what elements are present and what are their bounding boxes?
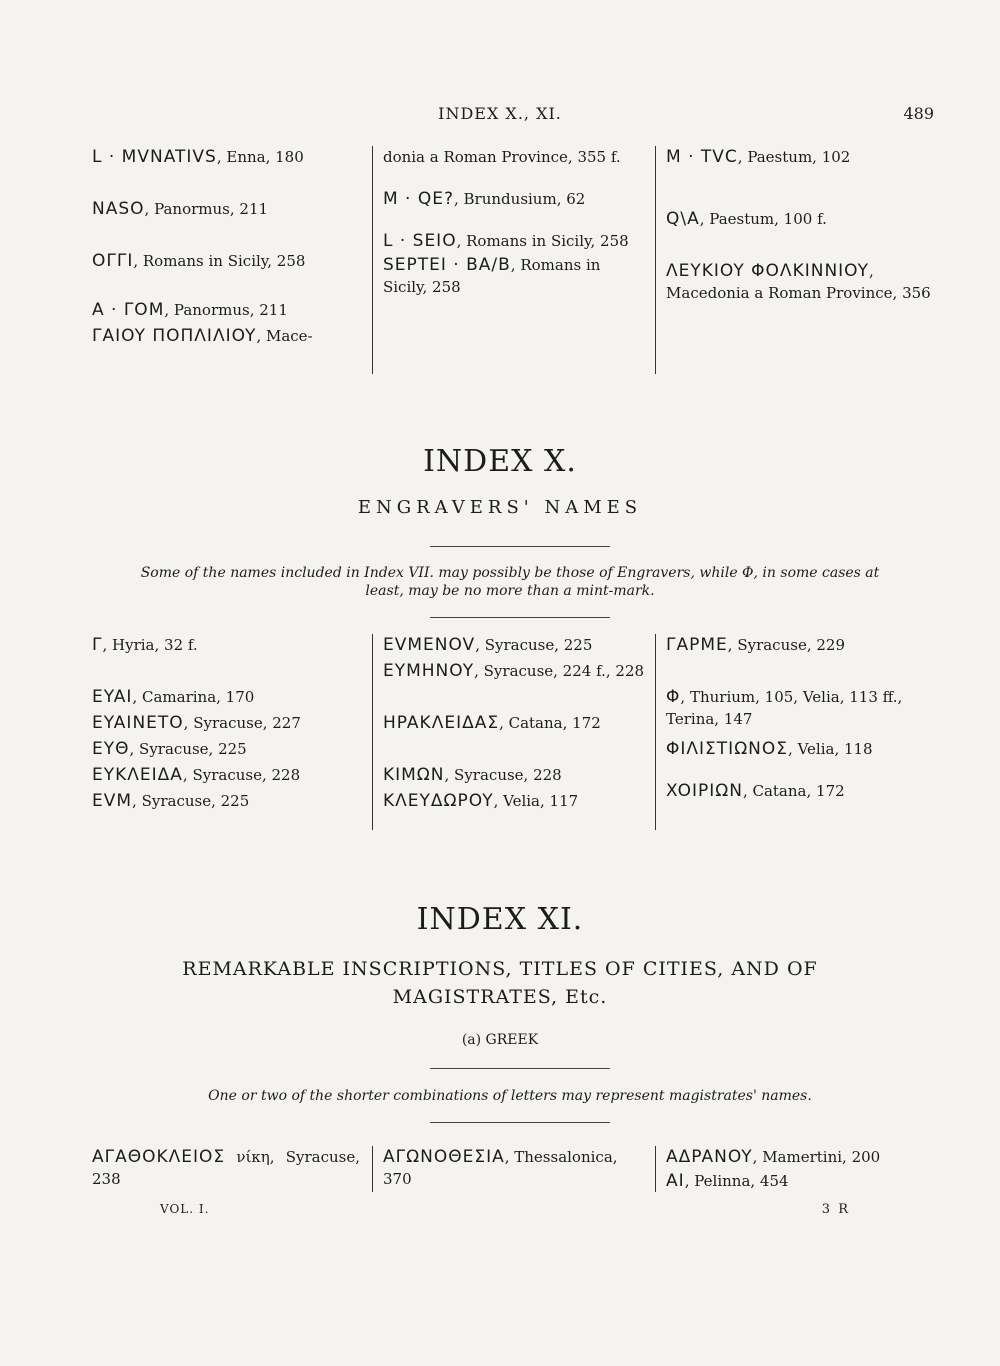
- index-entry: [383, 1146, 649, 1190]
- index-entry: [92, 146, 368, 168]
- entry-inscription: ΓAPME: [666, 635, 728, 655]
- column-3: [655, 146, 940, 374]
- column-2: [372, 1146, 655, 1192]
- index-entry: [383, 634, 649, 656]
- divider-rule: [430, 617, 610, 618]
- index-entry: [666, 146, 940, 168]
- continuation-columns: [92, 146, 940, 374]
- entry-inscription: L · MVNATIVS: [92, 147, 217, 167]
- entry-inscription: M · TVC: [666, 147, 738, 167]
- divider-rule: [430, 1068, 610, 1069]
- entry-reference: , Syracuse, 225: [132, 792, 250, 810]
- entry-reference: , Syracuse, 225: [475, 636, 593, 654]
- index-entry: [383, 188, 649, 210]
- entry-reference: , Hyria, 32 f.: [102, 636, 198, 654]
- entry-reference: , Mamertini, 200: [752, 1148, 881, 1166]
- index-entry: [92, 299, 368, 321]
- entry-inscription: ΦIΛIΣTIΩNOΣ: [666, 739, 789, 759]
- entry-reference: , Paestum, 102: [737, 148, 851, 166]
- signature-mark: 3 R: [821, 1202, 850, 1217]
- entry-reference: , Velia, 118: [788, 740, 873, 758]
- entry-inscription: AΔPANOY: [666, 1147, 753, 1167]
- entry-reference: , Pelinna, 454: [684, 1172, 789, 1190]
- column-2: [372, 634, 655, 830]
- entry-reference: , Catana, 172: [499, 714, 601, 732]
- index-x-note: Some of the names included in Index VII. may possibly be those of Engravers, while Φ, in some cases at least, may be no more than a mint-mark.: [140, 565, 880, 599]
- entry-inscription: M · QE?: [382, 189, 454, 209]
- column-1: [92, 1146, 372, 1192]
- column-2: [372, 146, 655, 374]
- index-entry: [383, 660, 649, 682]
- column-1: [92, 634, 372, 830]
- entry-inscription: EYKΛEIΔA: [92, 765, 183, 785]
- entry-reference: , Thessalonica, 370: [383, 1148, 618, 1188]
- entry-inscription: Q\A: [666, 209, 700, 229]
- index-entry: [383, 146, 649, 168]
- entry-inscription: Γ: [92, 635, 103, 655]
- index-entry: [92, 738, 368, 760]
- index-entry: [383, 764, 649, 786]
- entry-inscription: SEPTEI · BA/B: [382, 255, 511, 275]
- entry-inscription: AΓAΘOKΛEIOΣ: [92, 1147, 226, 1167]
- entry-inscription: A · ΓOM: [92, 300, 165, 320]
- page-number: 489: [903, 104, 934, 123]
- index-x-title: INDEX X.: [423, 444, 577, 479]
- entry-inscription: XOIPIΩN: [666, 781, 743, 801]
- index-entry: [92, 764, 368, 786]
- column-3: [655, 634, 940, 830]
- entry-reference: , Brundusium, 62: [454, 190, 586, 208]
- entry-reference: , Syracuse, 227: [183, 714, 301, 732]
- index-entry: [92, 686, 368, 708]
- index-entry: [666, 738, 940, 760]
- index-xi-title: INDEX XI.: [416, 902, 584, 937]
- index-entry: [666, 1170, 940, 1192]
- entry-inscription: KIMΩN: [382, 765, 445, 785]
- entry-reference: donia a Roman Province, 355 f.: [382, 148, 621, 166]
- entry-reference: , Velia, 117: [493, 792, 579, 810]
- entry-inscription: EYΘ: [92, 739, 130, 759]
- entry-reference: , Syracuse, 225: [129, 740, 247, 758]
- entry-reference: , Camarina, 170: [132, 688, 255, 706]
- index-entry: [666, 208, 940, 230]
- entry-reference: , Panormus, 211: [164, 301, 288, 319]
- divider-rule: [430, 546, 610, 547]
- index-xi-note: One or two of the shorter combinations of letters may represent magistrates' names.: [208, 1088, 812, 1104]
- inscriptions-columns: [92, 1146, 940, 1192]
- index-entry: [92, 1146, 360, 1190]
- entry-reference: , Romans in Sicily, 258: [382, 256, 601, 296]
- entry-inscription: ΛEYKIOY ΦOΛKINNIOY: [666, 261, 870, 281]
- entry-reference: , Syracuse, 228: [182, 766, 301, 784]
- index-xi-subtitle-line-1: REMARKABLE INSCRIPTIONS, TITLES OF CITIES, AND OF: [182, 958, 818, 980]
- column-1: [92, 146, 372, 374]
- entry-inscription: KΛEYΔΩPOY: [382, 791, 494, 811]
- entry-inscription: Φ: [666, 687, 681, 707]
- index-entry: [666, 634, 940, 656]
- column-3: [655, 1146, 940, 1192]
- running-title: INDEX X., XI.: [438, 104, 562, 123]
- index-entry: [383, 712, 649, 734]
- entry-reference: , Syracuse, 224 f., 228: [474, 662, 645, 680]
- engravers-columns: [92, 634, 940, 830]
- entry-inscription: EYMHNOY: [382, 661, 475, 681]
- index-entry: [666, 1146, 940, 1168]
- index-entry: [92, 325, 368, 347]
- index-entry: [383, 230, 649, 252]
- entry-inscription: NASO: [92, 199, 145, 219]
- page-header: [0, 104, 1000, 128]
- entry-reference: , Mace-: [256, 327, 313, 345]
- entry-inscription: EVM: [92, 791, 133, 811]
- index-entry: [92, 634, 368, 656]
- index-entry: [383, 254, 649, 298]
- entry-reference: , Catana, 172: [742, 782, 845, 800]
- index-entry: [92, 250, 368, 272]
- entry-reference: , Romans in Sicily, 258: [456, 232, 629, 250]
- index-entry: [92, 790, 368, 812]
- index-xi-subtitle-line-2: MAGISTRATES, Etc.: [392, 986, 608, 1008]
- index-x-subtitle: ENGRAVERS' NAMES: [357, 497, 643, 518]
- entry-reference: , Syracuse, 229: [727, 636, 845, 654]
- index-entry: [383, 790, 649, 812]
- index-entry: [666, 780, 940, 802]
- entry-reference: , Syracuse, 228: [444, 766, 562, 784]
- entry-inscription: ΓAIOY ΠOΠΛIΛIOY: [92, 326, 257, 346]
- entry-reference: νίκη, Syracuse, 238: [92, 1148, 361, 1188]
- entry-reference: , Macedonia a Roman Province, 356: [666, 262, 931, 302]
- entry-reference: , Panormus, 211: [144, 200, 269, 218]
- entry-inscription: EYAINETO: [92, 713, 184, 733]
- divider-rule: [430, 1122, 610, 1123]
- entry-inscription: AΓΩNOΘEΣIA: [383, 1147, 505, 1167]
- volume-mark: VOL. I.: [160, 1202, 210, 1216]
- entry-reference: , Romans in Sicily, 258: [133, 252, 306, 270]
- entry-inscription: HPAKΛEIΔAΣ: [382, 713, 500, 733]
- index-entry: [92, 198, 368, 220]
- entry-reference: , Enna, 180: [216, 148, 304, 166]
- entry-inscription: AI: [666, 1171, 685, 1191]
- entry-inscription: L · SEIO: [382, 231, 457, 251]
- entry-inscription: OΓΓI: [92, 251, 134, 271]
- index-entry: [92, 712, 368, 734]
- section-heading-greek: (a) GREEK: [461, 1032, 539, 1048]
- entry-reference: , Paestum, 100 f.: [699, 210, 827, 228]
- entry-inscription: EVMENOV: [382, 635, 476, 655]
- entry-inscription: EYAI: [92, 687, 133, 707]
- index-entry: [666, 686, 940, 730]
- entry-reference: , Thurium, 105, Velia, 113 ff., Terina, 147: [666, 688, 903, 728]
- index-entry: [666, 260, 940, 304]
